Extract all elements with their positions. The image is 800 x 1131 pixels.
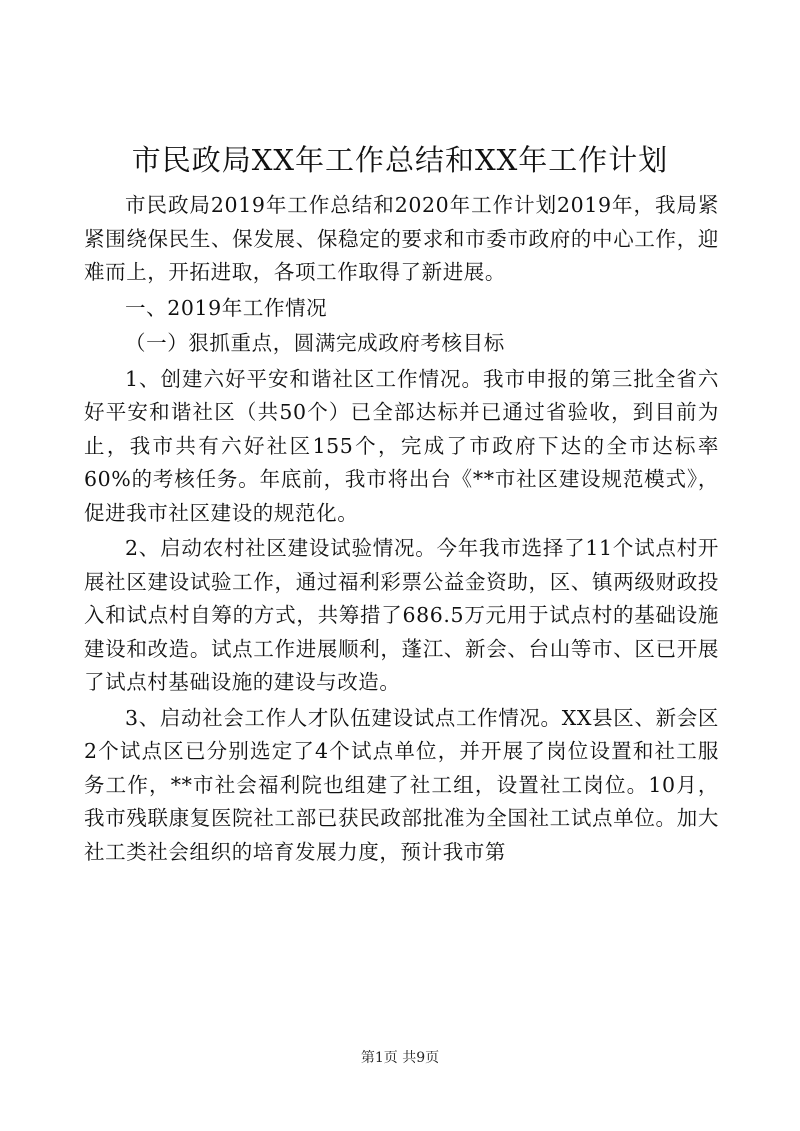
document-title: 市民政局XX年工作总结和XX年工作计划 <box>131 143 669 177</box>
paragraph-item-3: 3、启动社会工作人才队伍建设试点工作情况。XX县区、新会区2个试点区已分别选定了4个试点单位，并开展了岗位设置和社工服务工作，**市社会福利院也组建了社工组，设置社工岗位。10月，我市残联康复医院社工部已获民政部批准为全国社工试点单位。加大社工类社会组织的培育发展力度，预计我市第 <box>84 705 719 864</box>
section-heading: 一、2019年工作情况 <box>125 295 328 320</box>
paragraph-intro: 市民政局2019年工作总结和2020年工作计划2019年，我局紧紧围绕保民生、保发展、保稳定的要求和市委市政府的中心工作，迎难而上，开拓进取，各项工作取得了新进展。 <box>84 193 719 284</box>
subsection-heading: （一）狠抓重点，圆满完成政府考核目标 <box>125 331 505 355</box>
paragraph-item-1: 1、创建六好平安和谐社区工作情况。我市申报的第三批全省六好平安和谐社区（共50个）已全部达标并已通过省验收，到目前为止，我市共有六好社区155个，完成了市政府下达的全市达标率60%的考核任务。年底前，我市将出台《**市社区建设规范模式》，促进我市社区建设的规范化。 <box>84 366 719 525</box>
document-body <box>84 189 719 869</box>
page-number-footer: 第1页 共9页 <box>360 1050 440 1066</box>
paragraph-item-2: 2、启动农村社区建设试验情况。今年我市选择了11个试点村开展社区建设试验工作，通过福利彩票公益金资助，区、镇两级财政投入和试点村自筹的方式，共筹措了686.5万元用于试点村的基础设施建设和改造。试点工作进展顺利，蓬江、新会、台山等市、区已开展了试点村基础设施的建设与改造。 <box>84 536 719 694</box>
